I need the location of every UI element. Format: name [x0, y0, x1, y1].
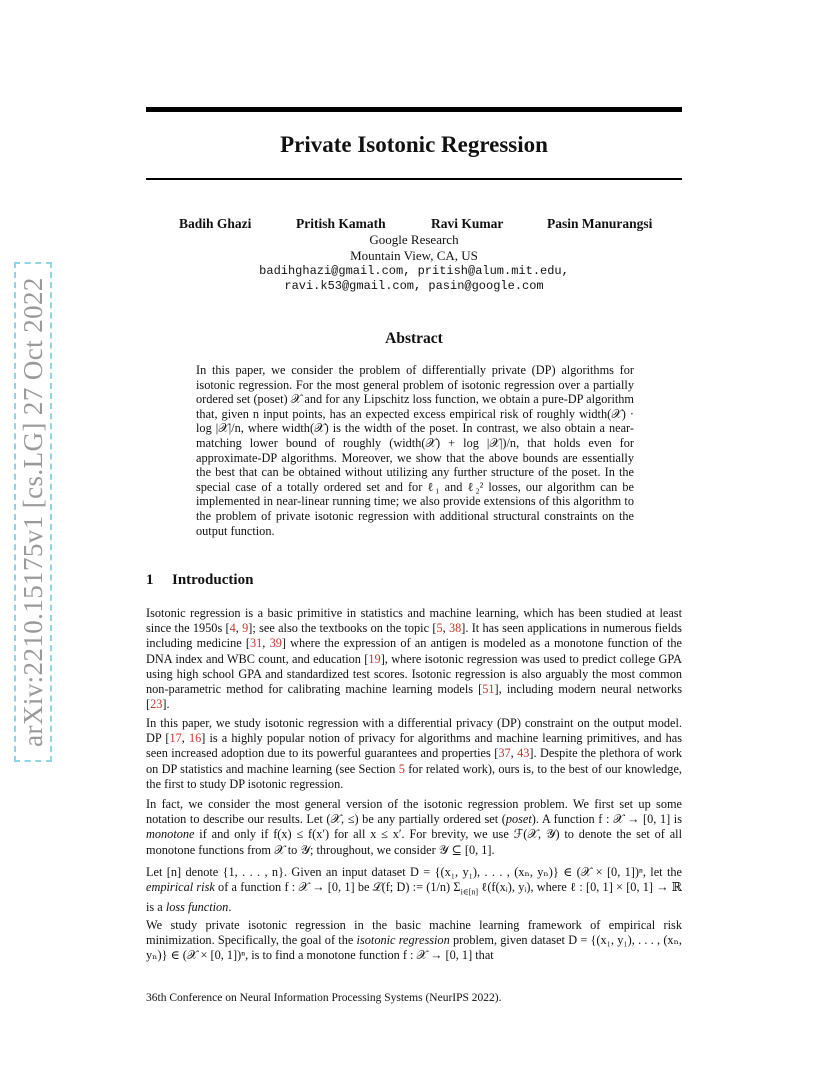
- section-title: Introduction: [172, 572, 254, 588]
- abstract-text: In this paper, we consider the problem of differentially private (DP) algorithms for isotonic regression. For the most general problem of isotonic regression over a partially ordered set (poset) 𝒳 and for any Lipschitz loss function, we obtain a pure-DP algorithm that, given n input points, has an expected excess empirical risk of roughly width(𝒳) · log |𝒳|/n, where width(𝒳) is the width of the poset. In contrast, we also obtain a near-matching lower bound of roughly (width(𝒳) + log |𝒳|)/n, that holds even for approximate-DP algorithms. Moreover, we show that the above bounds are essentially the best that can be obtained without utilizing any further structure of the poset. In the special case of a totally ordered set and for ℓ₁ and ℓ₂² losses, our algorithm can be implemented in near-linear running time; we also provide extensions of this algorithm to the problem of private isotonic regression with additional structural constraints on the output function.: [196, 363, 634, 538]
- arxiv-stamp[interactable]: arXiv:2210.15175v1 [cs.LG] 27 Oct 2022: [18, 277, 48, 747]
- title-bottom-rule: [146, 178, 682, 180]
- section-link[interactable]: 5: [398, 761, 405, 776]
- paper-title: Private Isotonic Regression: [280, 132, 548, 157]
- conference-footer: 36th Conference on Neural Information Processing Systems (NeurIPS 2022).: [146, 992, 502, 1004]
- paragraph-intro-5: We study private isotonic regression in the basic machine learning framework of empirical risk minimization. Specifically, the goal of the isotonic regression problem, given dataset D = {(x₁, y₁), . . . , (xₙ, yₙ)} ∈ (𝒳 × [0, 1])ⁿ, is to find a monotone function f : 𝒳 → [0, 1] that: [146, 918, 682, 963]
- author-emails[interactable]: ravi.k53@gmail.com, pasin@google.com: [284, 279, 544, 293]
- citation-link[interactable]: 5: [436, 621, 443, 636]
- author-name: Pasin Manurangsi: [547, 216, 653, 231]
- author-name: Ravi Kumar: [431, 216, 504, 231]
- paragraph-intro-3: In fact, we consider the most general version of the isotonic regression problem. We first set up some notation to describe our results. Let (𝒳, ≤) be any partially ordered set (poset). A function f : 𝒳 → [0, 1] is monotone if and only if f(x) ≤ f(x′) for all x ≤ x′. For brevity, we use ℱ(𝒳, 𝒴) to denote the set of all monotone functions from 𝒳 to 𝒴; throughout, we consider 𝒴 ⊆ [0, 1].: [146, 797, 682, 857]
- citation-link[interactable]: 17: [169, 731, 182, 746]
- citation-link[interactable]: 39: [269, 636, 282, 651]
- citation-link[interactable]: 51: [482, 682, 495, 697]
- citation-link[interactable]: 9: [242, 621, 249, 636]
- citation-link[interactable]: 31: [250, 636, 263, 651]
- citation-link[interactable]: 4: [229, 621, 236, 636]
- affiliation-org: Google Research: [369, 232, 459, 247]
- citation-link[interactable]: 19: [368, 651, 381, 666]
- citation-link[interactable]: 43: [517, 746, 530, 761]
- citation-link[interactable]: 38: [448, 621, 462, 636]
- paragraph-intro-2: In this paper, we study isotonic regression with a differential privacy (DP) constraint on the output model. DP [17, 16] is a highly popular notion of privacy for algorithms and machine learning primitives, and has seen increased adoption due to its powerful guarantees and properties [37, 43]. Despite the plethora of work on DP statistics and machine learning (see Section 5 for related work), ours is, to the best of our knowledge, the first to study DP isotonic regression.: [146, 716, 683, 791]
- author-emails[interactable]: badihghazi@gmail.com, pritish@alum.mit.edu,: [259, 264, 569, 278]
- paragraph-intro-4: Let [n] denote {1, . . . , n}. Given an input dataset D = {(x₁, y₁), . . . , (xₙ, yₙ)} ∈ (𝒳 × [0, 1])ⁿ, let the empirical risk of a function f : 𝒳 → [0, 1] be ℒ(f; D) := (1/n) $\Sigma_{i\in[n]}$ ℓ(f(xᵢ), yᵢ), where ℓ : [0, 1] × [0, 1] → ℝ is a loss function.: [146, 865, 682, 914]
- citation-link[interactable]: 37: [498, 746, 511, 761]
- paragraph-intro-1: Isotonic regression is a basic primitive in statistics and machine learning, which has been studied at least since the 1950s [4, 9]; see also the textbooks on the topic [5, 38]. It has seen applications in numerous fields including medicine [31, 39] where the expression of an antigen is modeled as a monotone function of the DNA index and WBC count, and education [19], where isotonic regression was used to predict college GPA using high school GPA and standardized test scores. Isotonic regression is also arguably the most common non-parametric method for calibrating machine learning models [51], including modern neural networks [23].: [146, 606, 682, 712]
- title-top-rule: [146, 107, 682, 112]
- citation-link[interactable]: 23: [150, 697, 163, 712]
- author-name: Pritish Kamath: [296, 216, 386, 231]
- section-heading: [146, 572, 253, 589]
- citation-link[interactable]: 16: [188, 731, 202, 746]
- section-number: 1: [146, 572, 154, 588]
- affiliation-location: Mountain View, CA, US: [350, 248, 478, 263]
- author-name: Badih Ghazi: [179, 216, 252, 231]
- abstract-heading: Abstract: [385, 330, 443, 347]
